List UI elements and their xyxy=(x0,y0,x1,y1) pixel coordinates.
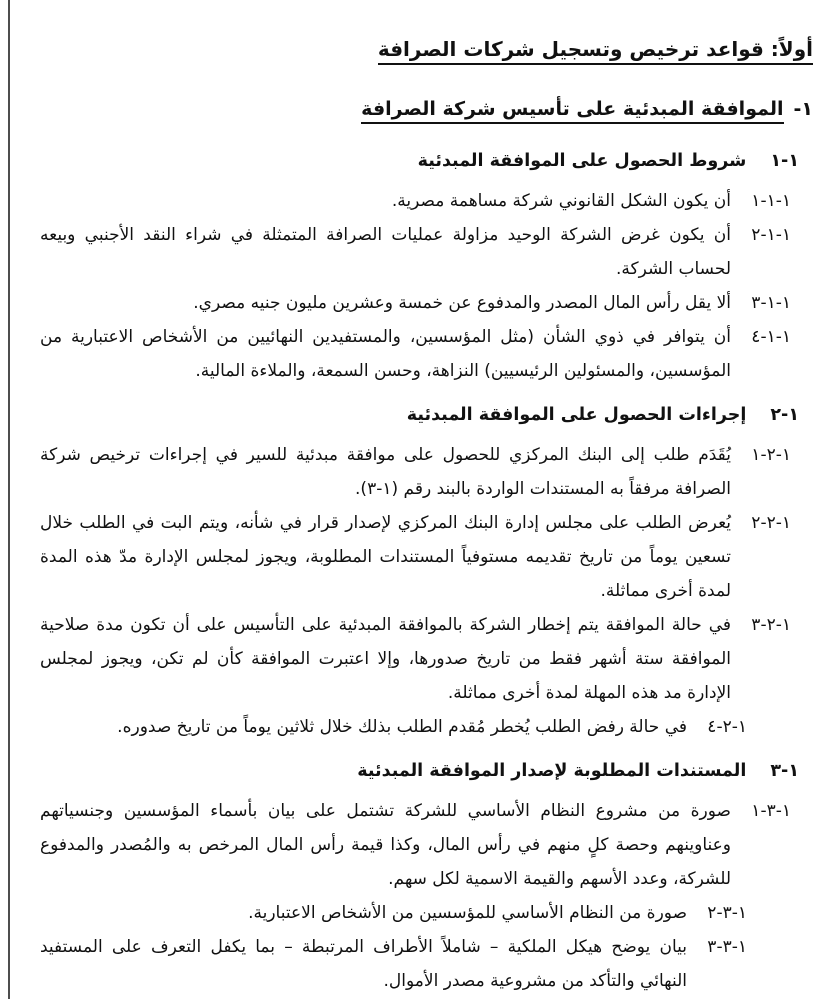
list-item-text: يُقَدَم طلب إلى البنك المركزي للحصول على موافقة مبدئية للسير في إجراءات ترخيص شركة الصرافة مرفقاً به المستندات الواردة بالبند رقم (١-٣). xyxy=(40,445,731,499)
list-item-text: في حالة رفض الطلب يُخطر مُقدم الطلب بذلك خلال ثلاثين يوماً من تاريخ صدوره. xyxy=(117,717,687,737)
list-item xyxy=(40,930,747,998)
document-title-text: أولاً: قواعد ترخيص وتسجيل شركات الصرافة xyxy=(378,37,813,65)
list-item-number: ١-٢-٢ xyxy=(751,513,791,533)
list-item-text: ألا يقل رأس المال المصدر والمدفوع عن خمسة وعشرين مليون جنيه مصري. xyxy=(193,293,731,313)
list-item-text: أن يتوافر في ذوي الشأن (مثل المؤسسين، والمستفيدين النهائيين من الأشخاص الاعتبارية من المؤسسين، والمسئولين الرئيسيين) النزاهة، وحسن السمعة، والملاءة المالية. xyxy=(40,327,731,381)
list-item-text: أن يكون غرض الشركة الوحيد مزاولة عمليات الصرافة المتمثلة في شراء النقد الأجنبي وبيعه لحساب الشركة. xyxy=(40,225,731,279)
list-item-text: يُعرض الطلب على مجلس إدارة البنك المركزي لإصدار قرار في شأنه، ويتم البت في الطلب خلال تسعين يوماً من تاريخ تقديمه مستوفياً المستندات المطلوبة، ويجوز لمجلس الإدارة مدّ هذه المدة لمدة أخرى مماثلة. xyxy=(40,513,731,601)
list-item-text: بيان يوضح هيكل الملكية – شاملاً الأطراف المرتبطة – بما يكفل التعرف على المستفيد النهائي والتأكد من مشروعية مصدر الأموال. xyxy=(40,937,687,991)
list-item xyxy=(40,184,791,218)
list-item xyxy=(40,286,791,320)
list-item-number: ١-٣-١ xyxy=(751,801,791,821)
list-item-number: ١-١-٣ xyxy=(751,293,791,313)
section-number: ١- xyxy=(793,98,813,120)
subsection-number: ١-٢ xyxy=(770,405,799,425)
section-title: الموافقة المبدئية على تأسيس شركة الصرافة xyxy=(361,98,783,124)
subsection-items xyxy=(40,438,813,744)
list-item xyxy=(40,608,791,710)
list-item-number: ١-٢-٤ xyxy=(707,717,747,737)
document-title xyxy=(40,34,813,64)
list-item xyxy=(40,794,791,896)
list-item xyxy=(40,896,747,930)
list-item-number: ١-١-٤ xyxy=(751,327,791,347)
subsection-number: ١-٣ xyxy=(770,761,799,781)
subsection-heading xyxy=(40,148,799,174)
list-item xyxy=(40,710,747,744)
list-item-number: ١-٣-٣ xyxy=(707,937,747,957)
list-item xyxy=(40,320,791,388)
subsection-items xyxy=(40,794,813,998)
subsection-title: شروط الحصول على الموافقة المبدئية xyxy=(417,151,747,171)
list-item-number: ١-١-١ xyxy=(751,191,791,211)
subsection-title: إجراءات الحصول على الموافقة المبدئية xyxy=(406,405,747,425)
list-item xyxy=(40,218,791,286)
list-item xyxy=(40,438,791,506)
list-item-number: ١-٢-١ xyxy=(751,445,791,465)
list-item-text: صورة من مشروع النظام الأساسي للشركة تشتمل على بيان بأسماء المؤسسين وجنسياتهم وعناوينهم وحصة كلٍ منهم في رأس المال، وكذا قيمة رأس المال المرخص به والمُصدر والمدفوع للشركة، وعدد الأسهم والقيمة الاسمية لكل سهم. xyxy=(40,801,731,889)
list-item-number: ١-٣-٢ xyxy=(707,903,747,923)
list-item xyxy=(40,506,791,608)
list-item-text: صورة من النظام الأساسي للمؤسسين من الأشخاص الاعتبارية. xyxy=(248,903,687,923)
subsection-items xyxy=(40,184,813,388)
subsection-title: المستندات المطلوبة لإصدار الموافقة المبدئية xyxy=(357,761,747,781)
list-item-text: في حالة الموافقة يتم إخطار الشركة بالموافقة المبدئية على التأسيس على أن تكون مدة صلاحية الموافقة ستة أشهر فقط من تاريخ صدورها، وإلا اعتبرت الموافقة كأن لم تكن، ويجوز لمجلس الإدارة مد هذه المهلة لمدة أخرى مماثلة. xyxy=(40,615,731,703)
list-item-number: ١-٢-٣ xyxy=(751,615,791,635)
list-item-text: أن يكون الشكل القانوني شركة مساهمة مصرية. xyxy=(391,191,731,211)
subsection-heading xyxy=(40,758,799,784)
subsections-container xyxy=(40,148,813,998)
subsection-heading xyxy=(40,402,799,428)
subsection-number: ١-١ xyxy=(770,151,799,171)
list-item-number: ١-١-٢ xyxy=(751,225,791,245)
section-heading xyxy=(40,94,813,124)
